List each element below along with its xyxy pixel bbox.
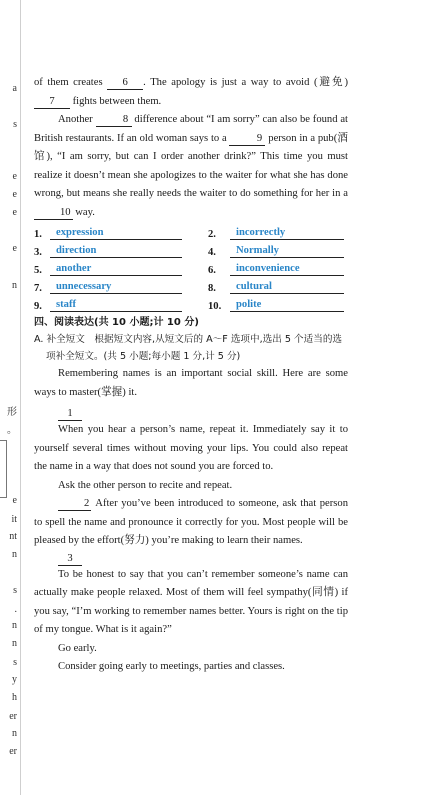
- answer-number: 9.: [34, 301, 42, 312]
- text: person in a pub(酒馆), “I am sorry, but can I order another drink?” This time you must realize it doesn’t mean she apologizes to the waiter for what she has done wrong, but means she really needs the waiter to do something for her in a: [34, 132, 348, 199]
- edge-fragment: it: [11, 514, 17, 525]
- blank-7: 7: [34, 96, 70, 109]
- answer-word: direction: [50, 244, 182, 258]
- question-number-2: 2: [58, 498, 91, 511]
- edge-fragment: s: [13, 657, 17, 668]
- answer-item: [34, 295, 208, 312]
- answer-grid: [34, 223, 348, 312]
- text: of them creates: [34, 77, 103, 88]
- answer-number: 1.: [34, 229, 42, 240]
- answer-word: unnecessary: [50, 280, 182, 294]
- edge-fragment: n: [12, 728, 17, 739]
- passage2-honest-paragraph: To be honest to say that you can’t remember someone’s name can actually make people relaxed. Most of them will feel sympathy(同情) if you say, “I’m working to remember names better. Yours is right on the tip of my tongue. What is it again?”: [34, 568, 348, 635]
- edge-fragment: n: [12, 638, 17, 649]
- edge-fragment: e: [12, 495, 17, 506]
- answer-item: [34, 223, 208, 240]
- edge-fragment: n: [12, 549, 17, 560]
- passage2-repeat-paragraph: When you hear a person’s name, repeat it. Immediately say it to yourself several times without moving your lips. You could also repeat the name in a way that does not sound you are forced to.: [34, 424, 348, 472]
- answer-number: 10.: [208, 301, 222, 312]
- answer-word: incorrectly: [230, 226, 344, 240]
- passage1-paragraph2: [34, 111, 348, 222]
- question-number-3: 3: [58, 553, 82, 566]
- passage2-intro: Remembering names is an important social skill. Here are some ways to master(掌握) it.: [34, 368, 348, 398]
- edge-fragment: n: [12, 280, 17, 291]
- edge-fragment: n: [12, 620, 17, 631]
- passage2-ask-paragraph: Ask the other person to recite and repeat.: [58, 479, 233, 491]
- answer-item: [34, 277, 208, 294]
- text: After you’ve been introduced to someone, ask that person to spell the name and pronounce it correctly for you. Most people will be pleased by the effort(努力) you’re making to learn their names.: [34, 498, 348, 546]
- edge-fragment: 形: [7, 407, 17, 418]
- text: way.: [75, 206, 95, 218]
- blank-6: 6: [107, 77, 143, 90]
- edge-box: [0, 440, 7, 498]
- answer-word: inconvenience: [230, 262, 344, 276]
- answer-item: [208, 259, 348, 276]
- answer-word: expression: [50, 226, 182, 240]
- passage1-paragraph1: [34, 74, 348, 111]
- answer-number: 7.: [34, 283, 42, 294]
- answer-word: Normally: [230, 244, 344, 258]
- edge-fragment: er: [9, 711, 17, 722]
- edge-fragment: a: [12, 83, 17, 94]
- text: . The apology is just a way to avoid (避免): [143, 77, 348, 88]
- answer-number: 3.: [34, 247, 42, 258]
- answer-item: [208, 277, 348, 294]
- blank-8: 8: [96, 114, 132, 127]
- edge-fragment: h: [12, 692, 17, 703]
- edge-fragment: e: [12, 207, 17, 218]
- answer-word: another: [50, 262, 182, 276]
- question-number-1: 1: [58, 408, 82, 421]
- answer-word: polite: [230, 298, 344, 312]
- answer-number: 5.: [34, 265, 42, 276]
- section-instruction: A. 补全短文 根据短文内容,从短文后的 A～F 选项中,选出 5 个适当的选项补全短文。(共 5 小题;每小题 1 分,计 5 分): [34, 334, 343, 362]
- previous-page-edge: [0, 0, 21, 795]
- edge-fragment: s: [13, 585, 17, 596]
- passage2-spell-paragraph: [34, 495, 348, 551]
- blank-9: 9: [229, 133, 265, 146]
- answer-item: [208, 295, 348, 312]
- passage2-consider-paragraph: Consider going early to meetings, parties and classes.: [58, 661, 285, 672]
- answer-item: [208, 241, 348, 258]
- text: Another: [58, 114, 93, 125]
- text: difference about “I am sorry” can also be found at British restaurants. If an old woman says to a: [34, 114, 348, 144]
- text: fights between them.: [72, 95, 162, 107]
- edge-fragment: 。: [7, 425, 17, 436]
- answer-word: staff: [50, 298, 182, 312]
- answer-item: [34, 241, 208, 258]
- answer-number: 4.: [208, 247, 216, 258]
- passage2-early-heading: Go early.: [58, 642, 97, 654]
- edge-fragment: .: [14, 604, 17, 615]
- edge-fragment: y: [12, 674, 17, 685]
- blank-10: 10: [34, 207, 73, 220]
- answer-number: 8.: [208, 283, 216, 294]
- answer-number: 6.: [208, 265, 216, 276]
- answer-item: [208, 223, 348, 240]
- edge-fragment: e: [12, 171, 17, 182]
- edge-fragment: s: [13, 119, 17, 130]
- edge-fragment: e: [12, 189, 17, 200]
- main-content: [34, 74, 348, 677]
- answer-word: cultural: [230, 280, 344, 294]
- answer-number: 2.: [208, 229, 216, 240]
- edge-fragment: nt: [9, 531, 17, 542]
- section-title: 四、阅读表达(共 10 小题;计 10 分): [34, 317, 199, 328]
- edge-fragment: e: [12, 243, 17, 254]
- answer-item: [34, 259, 208, 276]
- edge-fragment: er: [9, 746, 17, 757]
